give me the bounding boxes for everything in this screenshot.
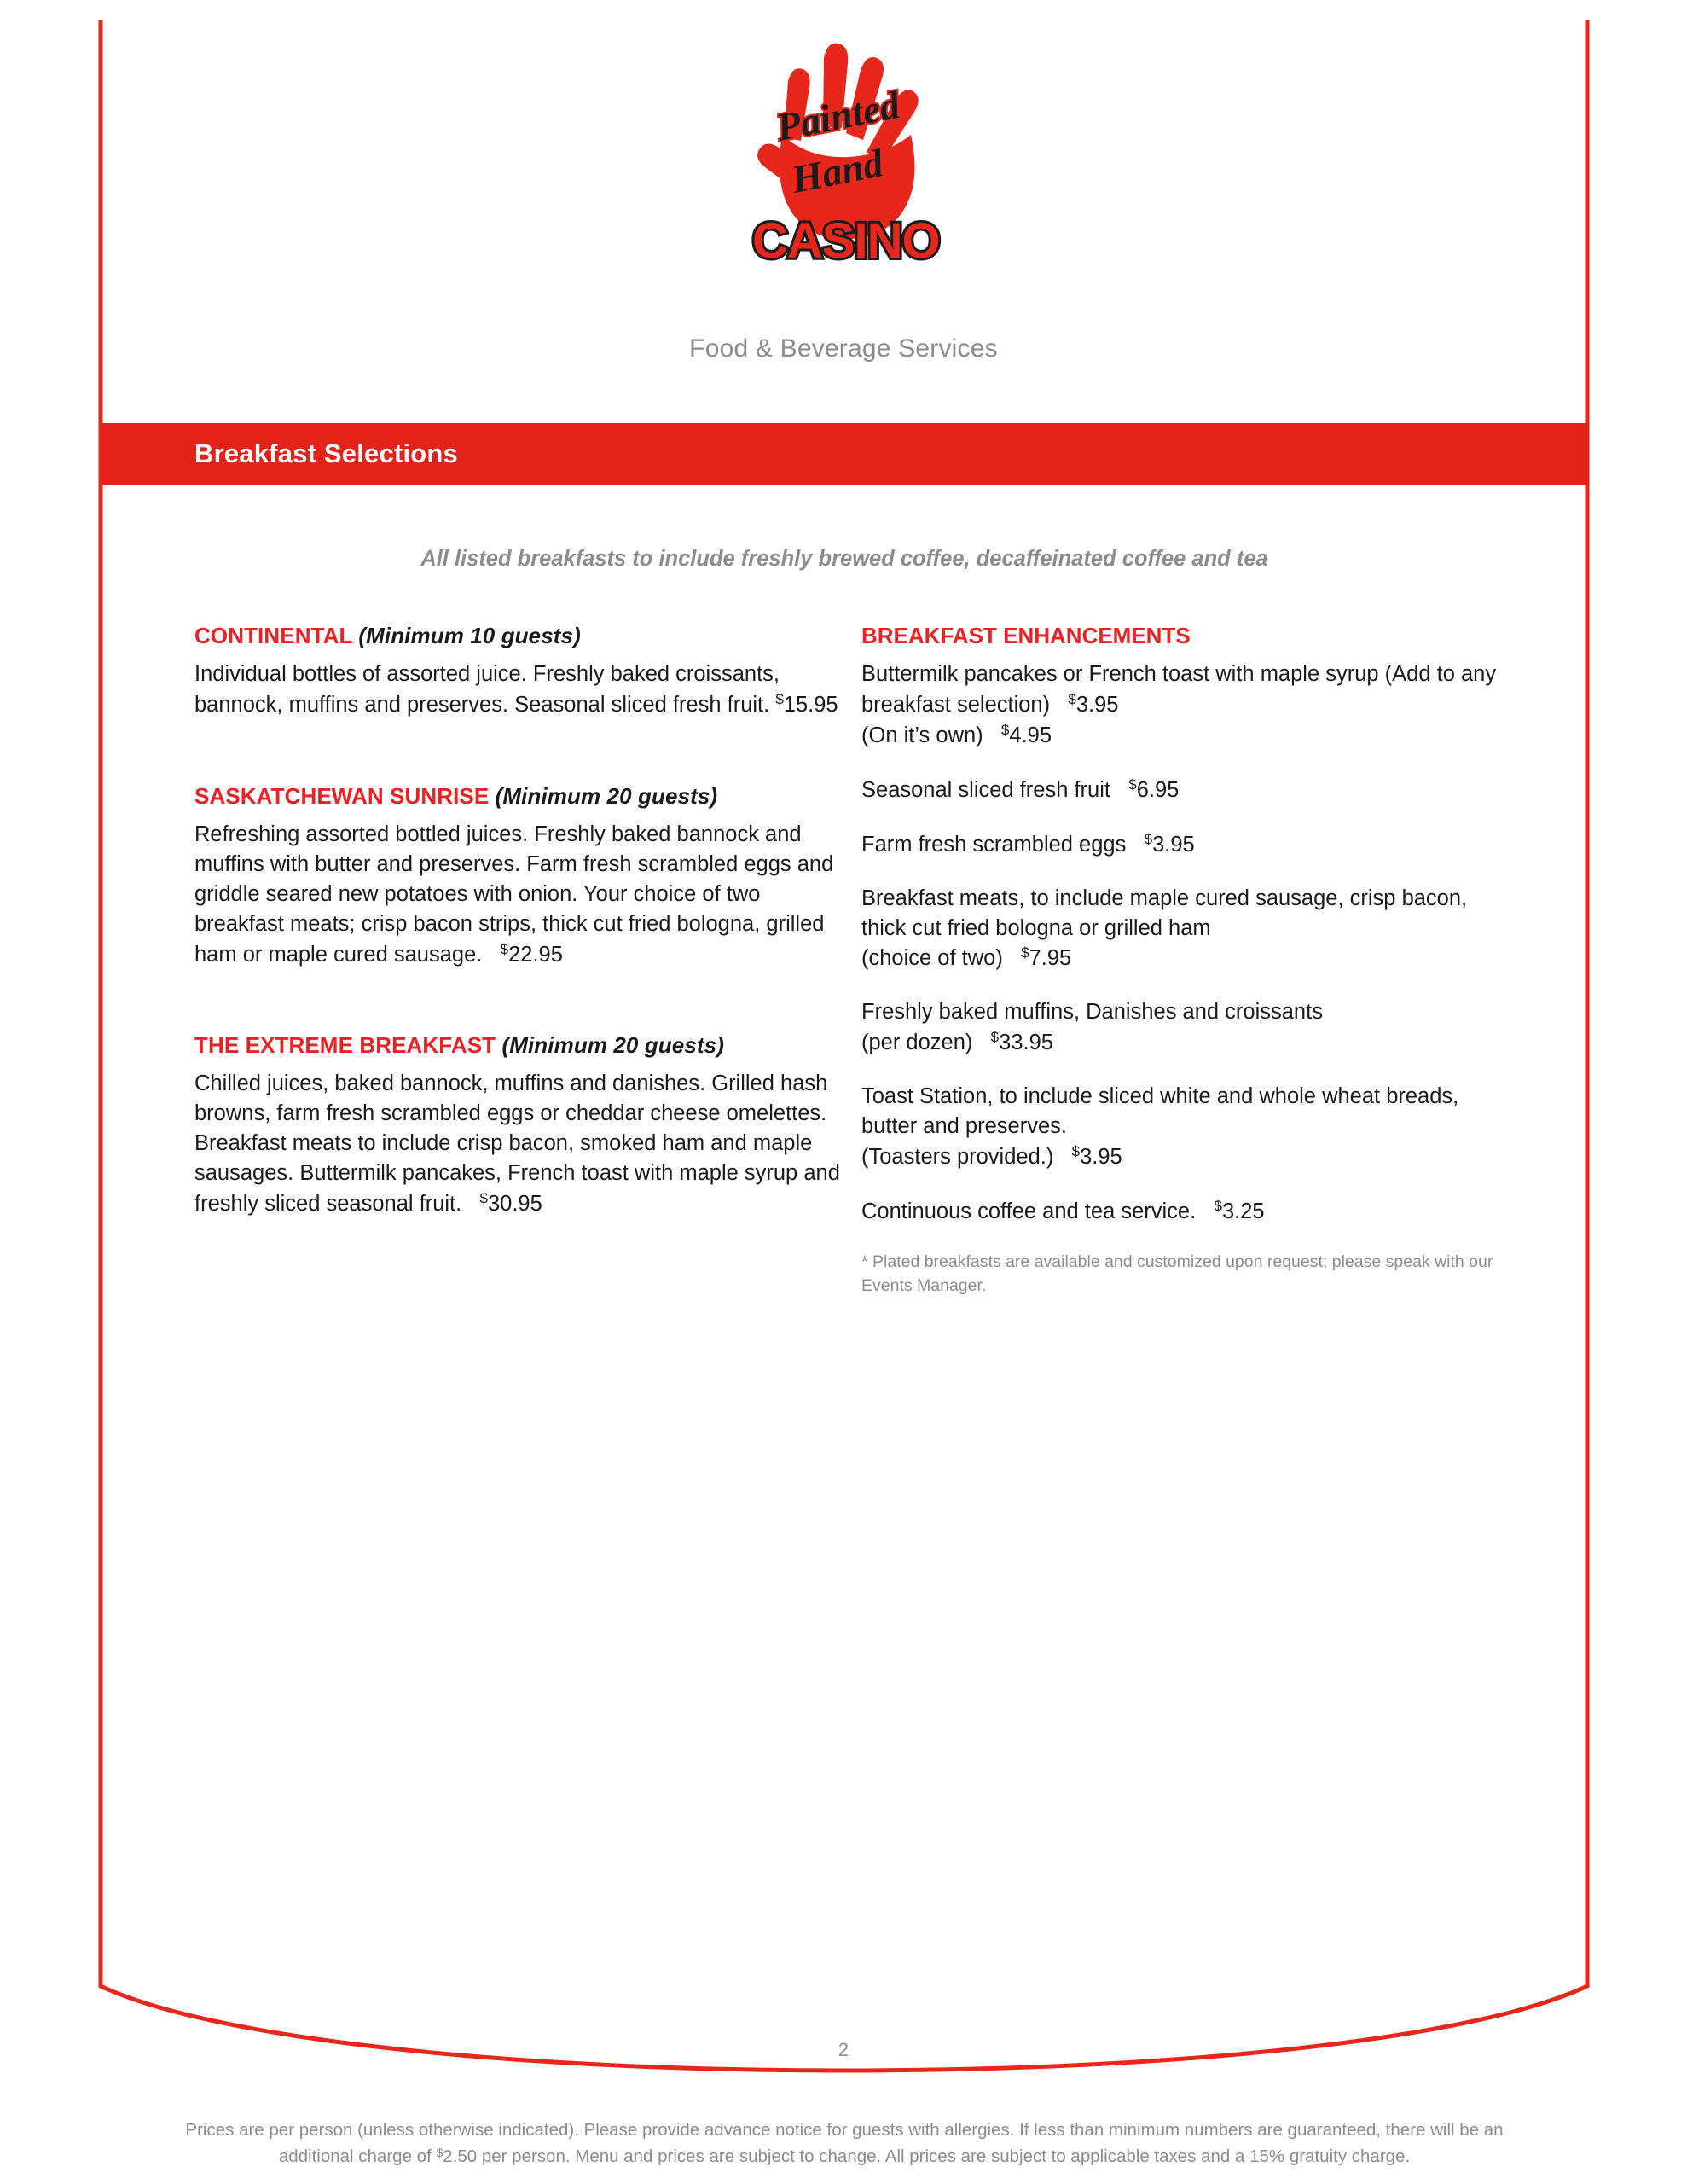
- price-value: 4.95: [1009, 723, 1052, 747]
- menu-item-name: CONTINENTAL: [194, 623, 353, 648]
- enhancement-price: [1144, 830, 1195, 857]
- enhancement-price-alt: [1001, 723, 1052, 747]
- menu-item-description-text: Refreshing assorted bottled juices. Freshly baked bannock and muffins with butter and preserves. Farm fresh scrambled eggs and griddle seared new potatoes with onion. Your choice of two breakfast meats; crisp bacon strips, thick cut fried bologna, grilled ham or maple cured sausage.: [194, 822, 834, 967]
- logo-word-painted: Painted: [773, 82, 903, 149]
- menu-item: [194, 1032, 843, 1219]
- enhancement-price: [1128, 775, 1180, 802]
- enhancement-line-1: Buttermilk pancakes or French toast with maple syrup (Add: [861, 662, 1431, 686]
- enhancement-item: [861, 997, 1510, 1058]
- currency-symbol: $: [1068, 690, 1076, 707]
- menu-item-description-text: Individual bottles of assorted juice. Freshly baked croissants, bannock, muffins and preserves. Seasonal sliced fresh fruit.: [194, 662, 780, 717]
- menu-item: [194, 783, 843, 970]
- price-value: 3.95: [1075, 692, 1119, 717]
- brand-logo: [0, 34, 1687, 290]
- menu-item-title: [194, 1032, 843, 1059]
- enhancement-line-3: (On it’s own): [861, 723, 983, 747]
- enhancement-price: [991, 1031, 1053, 1054]
- page-number: 2: [838, 2039, 849, 2060]
- price-value: 3.25: [1221, 1199, 1265, 1223]
- price-value: 22.95: [508, 942, 563, 967]
- section-header-bar: [101, 423, 1588, 485]
- enhancement-price: [1214, 1199, 1264, 1223]
- currency-symbol: $: [775, 690, 784, 707]
- spacer: [194, 969, 843, 1032]
- enhancement-line-1: Freshly baked muffins, Danishes and croissants: [861, 1000, 1323, 1025]
- disclaimer-text-2: 2.50 per person. Menu and prices are subject to change. All prices are subject to applicable taxes and a 15% gratuity charge.: [443, 2146, 1411, 2166]
- menu-item-name: SASKATCHEWAN SUNRISE: [194, 782, 490, 809]
- currency-symbol: $: [1144, 830, 1153, 847]
- enhancement-item: [861, 829, 1510, 860]
- enhancement-item: [861, 884, 1510, 974]
- price-value: 15.95: [783, 692, 838, 717]
- enhancement-line-2: (choice of two): [861, 946, 1003, 971]
- logo-word-hand: Hand: [788, 141, 887, 201]
- menu-item-name: THE EXTREME BREAKFAST: [194, 1032, 496, 1059]
- price-value: 6.95: [1136, 777, 1180, 802]
- price-value: 3.95: [1080, 1145, 1122, 1170]
- menu-item-description: [194, 820, 843, 970]
- price-value: 33.95: [999, 1031, 1053, 1055]
- enhancement-line-1: Continuous coffee and tea service.: [861, 1199, 1197, 1223]
- section-intro-note: All listed breakfasts to include freshly brewed coffee, decaffeinated coffee and tea: [420, 547, 1268, 571]
- painted-hand-casino-logo-icon: [728, 34, 959, 290]
- menu-item-price: [480, 1192, 542, 1216]
- enhancement-price: [1072, 1145, 1122, 1169]
- disclaimer-text-1: Prices are per person (unless otherwise indicated). Please provide advance notice for guests with allergies. If less than minimum numbers are guaranteed, there will be an additional charge of: [185, 2120, 1504, 2166]
- menu-item-description: [194, 1069, 843, 1219]
- menu-item-price: [775, 690, 838, 717]
- price-value: 3.95: [1152, 832, 1195, 857]
- footer-disclaimer: [154, 2117, 1535, 2170]
- enhancement-line-2: (per dozen): [861, 1031, 973, 1055]
- enhancements-heading: BREAKFAST ENHANCEMENTS: [861, 623, 1191, 648]
- menu-item-description: [194, 659, 843, 720]
- left-column: [194, 623, 843, 1219]
- currency-symbol: $: [1128, 775, 1137, 793]
- enhancement-price: [1021, 946, 1071, 970]
- menu-item-title: [194, 623, 843, 649]
- enhancement-line-1: Seasonal sliced fresh fruit: [861, 777, 1110, 802]
- currency-symbol: $: [500, 940, 509, 957]
- menu-item-minimum: (Minimum 10 guests): [358, 623, 581, 648]
- enhancement-line-1: Farm fresh scrambled eggs: [861, 832, 1127, 857]
- enhancement-item: [861, 659, 1510, 751]
- enhancement-item: [861, 1082, 1510, 1172]
- currency-symbol: $: [1000, 721, 1010, 738]
- currency-symbol: $: [1071, 1143, 1081, 1160]
- menu-item-price: [500, 940, 563, 967]
- enhancement-item: [861, 1196, 1510, 1227]
- price-value: 7.95: [1029, 946, 1072, 971]
- currency-symbol: $: [990, 1029, 1000, 1046]
- currency-symbol: $: [436, 2145, 443, 2159]
- enhancement-item: [861, 775, 1510, 805]
- menu-item-minimum: (Minimum 20 guests): [495, 782, 718, 809]
- plated-breakfast-footnote: * Plated breakfasts are available and customized upon request; please speak with our Events Manager.: [861, 1252, 1493, 1295]
- enhancement-line-1: Breakfast meats, to include maple cured sausage, crisp bacon, thick cut fried bologna or grilled ham: [861, 886, 1468, 940]
- currency-symbol: $: [1021, 944, 1029, 961]
- enhancement-line-2: (Toasters provided.): [861, 1145, 1054, 1170]
- logo-word-casino: CASINO: [752, 213, 940, 269]
- enhancement-price: [1068, 690, 1119, 717]
- section-title: Breakfast Selections: [194, 439, 458, 468]
- menu-item: [194, 623, 843, 720]
- right-column: [861, 623, 1510, 1298]
- spacer: [194, 720, 843, 783]
- menu-item-description-text: Chilled juices, baked bannock, muffins and danishes. Grilled hash browns, farm fresh scrambled eggs or cheddar cheese omelettes. Breakfast meats to include crisp bacon, smoked ham and maple sausages. Buttermilk pancakes, French toast with maple syrup and freshly sliced seasonal fruit.: [194, 1072, 840, 1217]
- currency-symbol: $: [1214, 1197, 1222, 1214]
- currency-symbol: $: [479, 1190, 488, 1207]
- enhancement-line-1: Toast Station, to include sliced white and whole wheat breads, butter and preserves.: [861, 1084, 1459, 1139]
- price-value: 30.95: [487, 1192, 542, 1217]
- menu-item-title: [194, 783, 843, 810]
- enhancement-line-2: to any breakfast selection): [861, 662, 1497, 717]
- menu-item-minimum: (Minimum 20 guests): [501, 1032, 724, 1059]
- brand-subtitle: Food & Beverage Services: [689, 334, 998, 363]
